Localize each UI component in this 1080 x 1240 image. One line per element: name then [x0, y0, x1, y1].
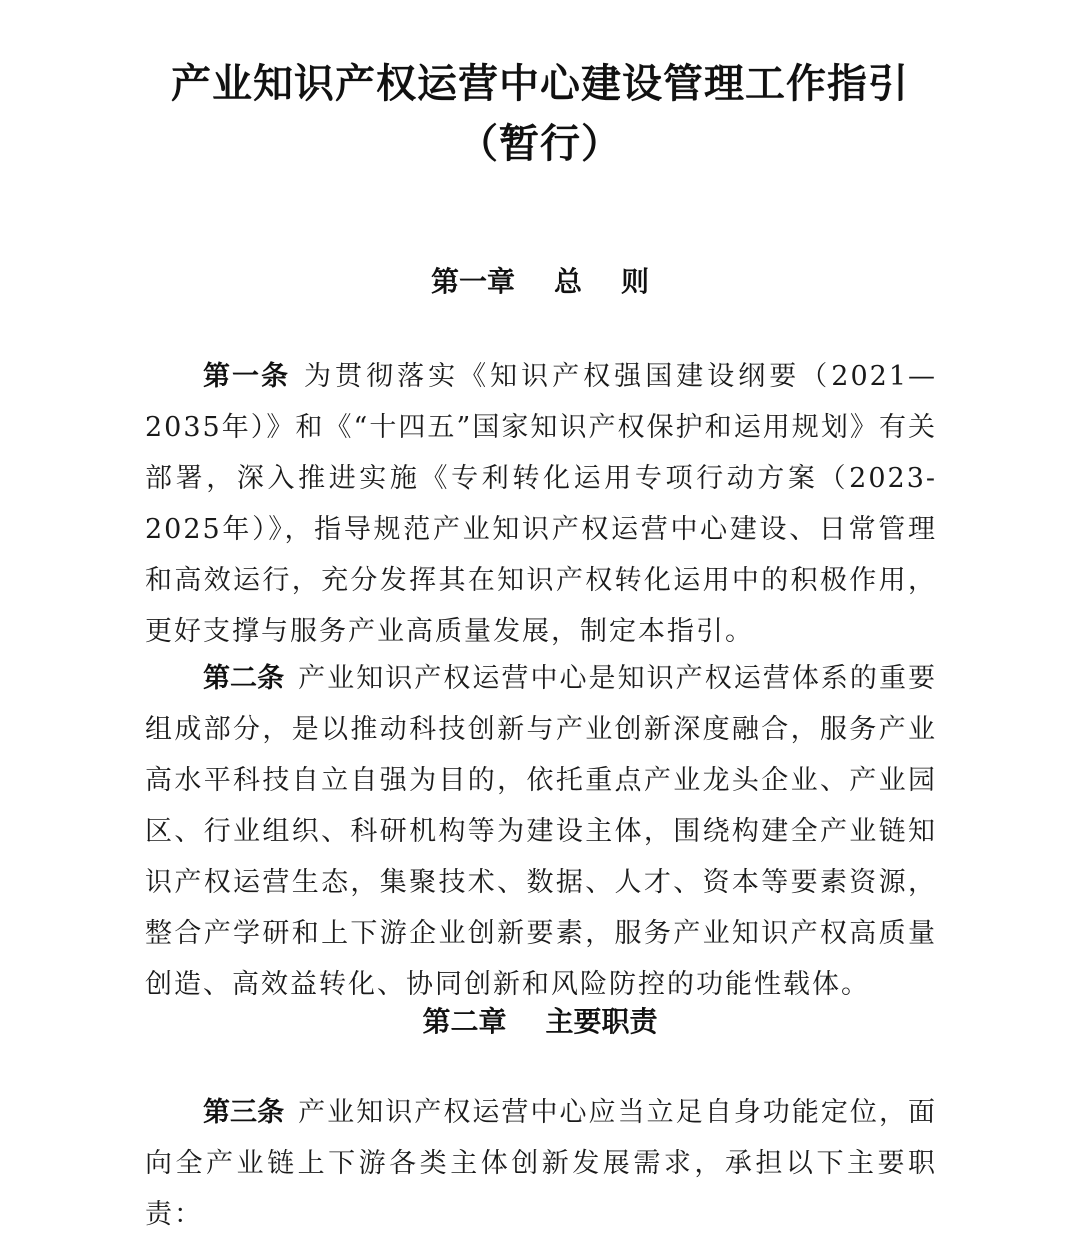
article-3-label: 第三条 — [203, 1097, 285, 1128]
article-3-text: 产业知识产权运营中心应当立足自身功能定位，面向全产业链上下游各类主体创新发展需求，承担以下主要职责： — [145, 1097, 937, 1230]
article-1-text: 为贯彻落实《知识产权强国建设纲要（2021—2035年）》和《“十四五”国家知识产权保护和运用规划》有关部署，深入推进实施《专利转化运用专项行动方案（2023-2025年）》，指导规范产业知识产权运营中心建设、日常管理和高效运行，充分发挥其在知识产权转化运用中的积极作用，更好支撑与服务产业高质量发展，制定本指引。 — [145, 361, 937, 647]
chapter-heading-2: 第二章 主要职责 — [422, 1005, 658, 1038]
article-3 — [145, 1087, 937, 1240]
chapter-heading-1: 第一章 总 则 — [431, 265, 649, 298]
article-2-text: 产业知识产权运营中心是知识产权运营体系的重要组成部分，是以推动科技创新与产业创新深度融合，服务产业高水平科技自立自强为目的，依托重点产业龙头企业、产业园区、行业组织、科研机构等为建设主体，围绕构建全产业链知识产权运营生态，集聚技术、数据、人才、资本等要素资源，整合产学研和上下游企业创新要素，服务产业知识产权高质量创造、高效益转化、协同创新和风险防控的功能性载体。 — [145, 663, 937, 1000]
article-1 — [145, 351, 937, 657]
article-2-label: 第二条 — [203, 663, 285, 694]
article-1-label: 第一条 — [203, 361, 291, 392]
article-2 — [145, 653, 937, 1010]
document-title: 产业知识产权运营中心建设管理工作指引 — [171, 61, 909, 107]
document-subtitle: （暂行） — [458, 121, 622, 167]
